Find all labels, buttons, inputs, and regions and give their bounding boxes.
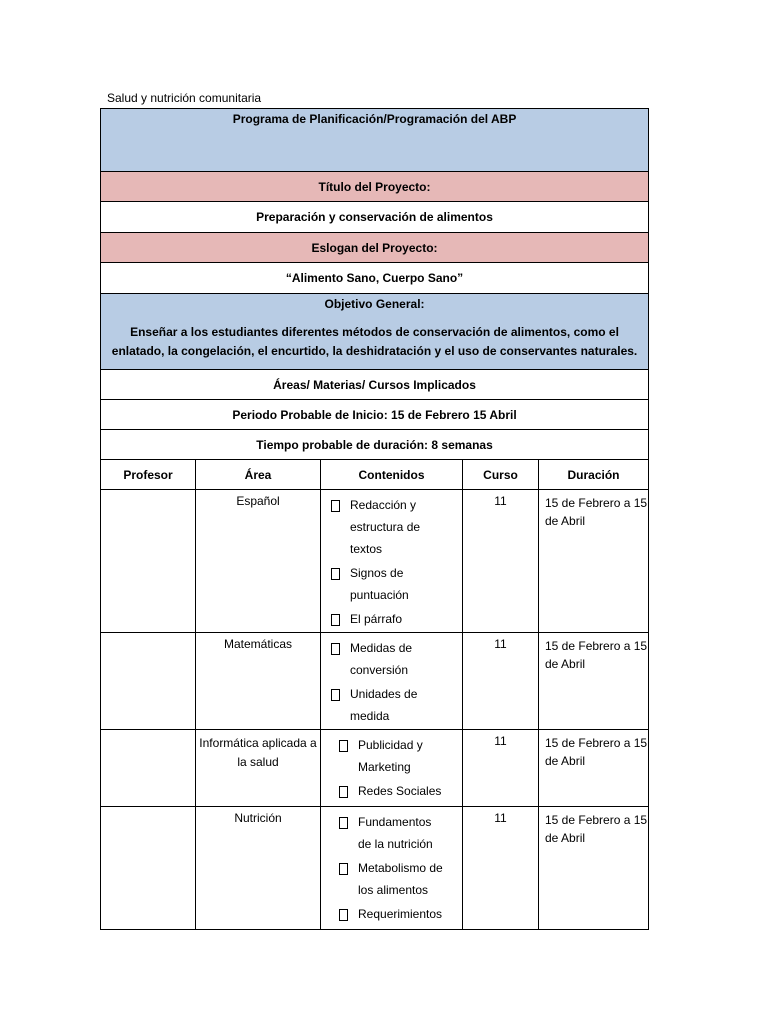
contenidos-cell bbox=[321, 807, 463, 930]
list-item: Publicidad y Marketing bbox=[331, 734, 462, 778]
column-header: Curso bbox=[463, 460, 539, 490]
bullet-icon bbox=[331, 643, 340, 655]
bullet-icon bbox=[339, 740, 348, 752]
duracion-cell: 15 de Febrero a 15 de Abril bbox=[539, 633, 649, 730]
duracion-cell: 15 de Febrero a 15 de Abril bbox=[539, 730, 649, 807]
column-header: Área bbox=[196, 460, 321, 490]
curso-cell: 11 bbox=[463, 490, 539, 633]
bullet-icon bbox=[339, 786, 348, 798]
bullet-icon bbox=[339, 863, 348, 875]
slogan-label: Eslogan del Proyecto: bbox=[101, 233, 649, 263]
document-header-note: Salud y nutrición comunitaria bbox=[107, 91, 262, 105]
bullet-icon bbox=[339, 909, 348, 921]
contenidos-cell bbox=[321, 730, 463, 807]
list-item: Signos de puntuación bbox=[331, 562, 462, 606]
plan-title: Programa de Planificación/Programación del ABP bbox=[101, 109, 649, 172]
list-item: Redacción y estructura de textos bbox=[331, 494, 462, 560]
project-title-label: Título del Proyecto: bbox=[101, 172, 649, 202]
objective-text: Enseñar a los estudiantes diferentes métodos de conservación de alimentos, como el enlatado, la congelación, el encurtido, la deshidratación y el uso de conservantes naturales. bbox=[111, 325, 638, 358]
area-cell: Matemáticas bbox=[196, 633, 321, 730]
column-header: Profesor bbox=[101, 460, 196, 490]
list-item: Redes Sociales bbox=[331, 780, 462, 802]
slogan: “Alimento Sano, Cuerpo Sano” bbox=[101, 263, 649, 294]
duracion-cell: 15 de Febrero a 15 de Abril bbox=[539, 807, 649, 930]
abp-planning-table bbox=[100, 108, 649, 930]
list-item: Fundamentos de la nutrición bbox=[331, 811, 462, 855]
area-cell: Español bbox=[196, 490, 321, 633]
table-row bbox=[101, 807, 649, 930]
curso-cell: 11 bbox=[463, 807, 539, 930]
profesor-cell bbox=[101, 633, 196, 730]
list-item: Medidas de conversión bbox=[331, 637, 462, 681]
bullet-icon bbox=[339, 817, 348, 829]
bullet-icon bbox=[331, 689, 340, 701]
area-cell: Informática aplicada a la salud bbox=[196, 730, 321, 807]
column-header: Duración bbox=[539, 460, 649, 490]
area-cell: Nutrición bbox=[196, 807, 321, 930]
bullet-icon bbox=[331, 500, 340, 512]
table-row bbox=[101, 490, 649, 633]
profesor-cell bbox=[101, 490, 196, 633]
contenidos-cell bbox=[321, 490, 463, 633]
contenidos-cell bbox=[321, 633, 463, 730]
profesor-cell bbox=[101, 807, 196, 930]
table-row bbox=[101, 730, 649, 807]
column-header-row bbox=[101, 460, 649, 490]
list-item: Metabolismo de los alimentos bbox=[331, 857, 462, 901]
duracion-cell: 15 de Febrero a 15 de Abril bbox=[539, 490, 649, 633]
table-row bbox=[101, 633, 649, 730]
bullet-icon bbox=[331, 614, 340, 626]
duration-time: Tiempo probable de duración: 8 semanas bbox=[101, 430, 649, 460]
list-item: Requerimientos bbox=[331, 903, 462, 925]
profesor-cell bbox=[101, 730, 196, 807]
list-item: El párrafo bbox=[331, 608, 462, 630]
list-item: Unidades de medida bbox=[331, 683, 462, 727]
start-period: Periodo Probable de Inicio: 15 de Febrero 15 Abril bbox=[101, 400, 649, 430]
objective-cell bbox=[101, 294, 649, 370]
curso-cell: 11 bbox=[463, 633, 539, 730]
project-title: Preparación y conservación de alimentos bbox=[101, 202, 649, 233]
objective-label: Objetivo General: bbox=[324, 297, 425, 311]
bullet-icon bbox=[331, 568, 340, 580]
areas-label: Áreas/ Materias/ Cursos Implicados bbox=[101, 370, 649, 400]
curso-cell: 11 bbox=[463, 730, 539, 807]
column-header: Contenidos bbox=[321, 460, 463, 490]
